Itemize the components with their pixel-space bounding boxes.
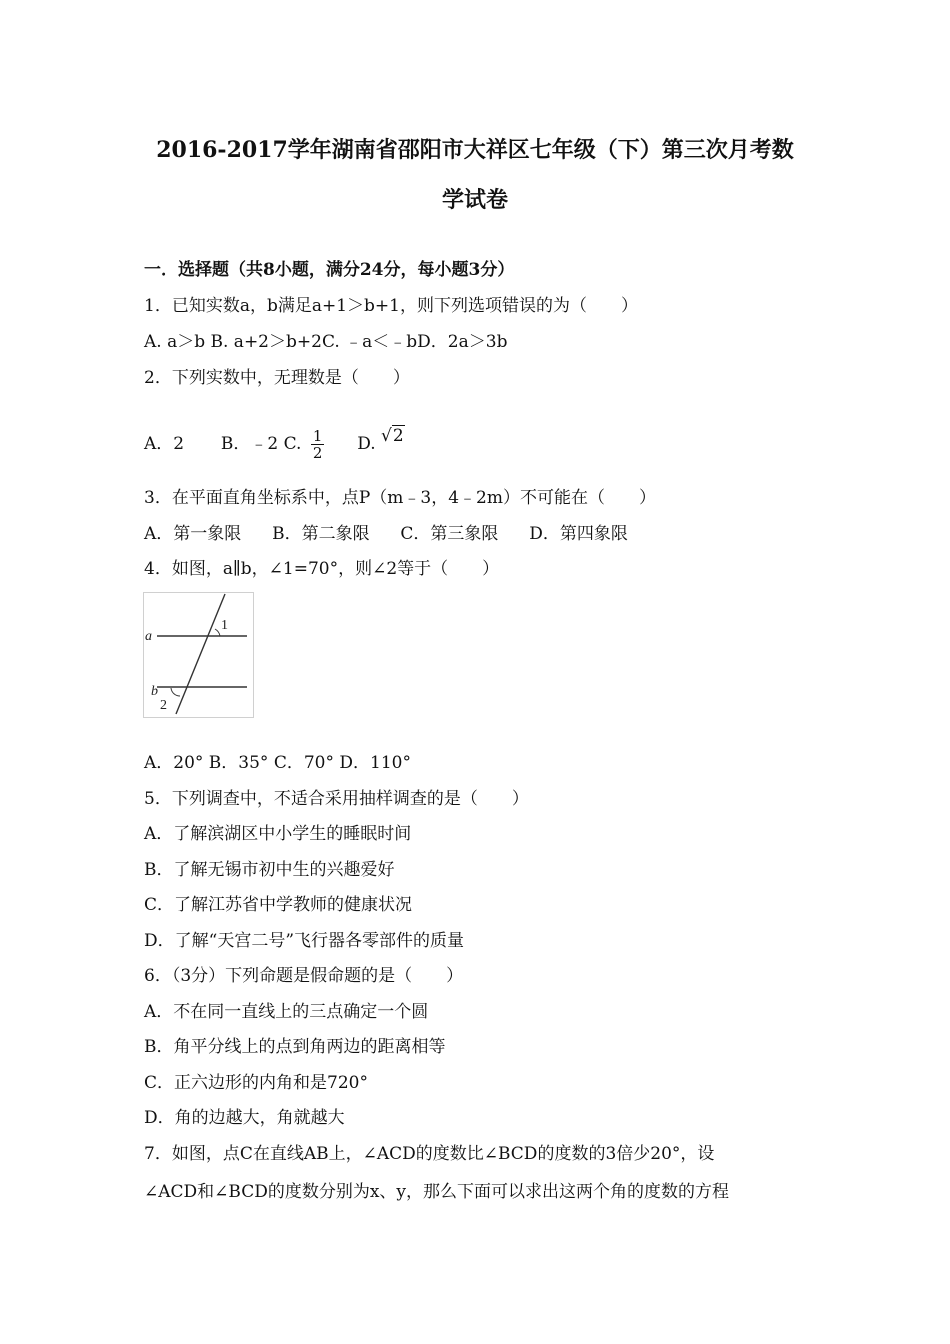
q2-stem: 2．下列实数中，无理数是（ ）	[144, 368, 410, 388]
exam-title-line2: 学试卷	[441, 187, 508, 213]
label-angle-1: 1	[221, 618, 228, 633]
q6-option-b: B．角平分线上的点到角两边的距离相等	[144, 1037, 446, 1057]
q3-option-a: A．第一象限	[144, 524, 242, 544]
parallel-lines-figure	[143, 592, 254, 718]
q6-option-c: C．正六边形的内角和是720°	[144, 1073, 368, 1093]
q4-stem: 4．如图，a∥b，∠1=70°，则∠2等于（ ）	[144, 559, 500, 579]
q6-stem: 6．（3分）下列命题是假命题的是（ ）	[144, 966, 464, 986]
exam-title-line1: 2016-2017学年湖南省邵阳市大祥区七年级（下）第三次月考数	[156, 137, 794, 163]
q5-option-b: B．了解无锡市初中生的兴趣爱好	[144, 860, 395, 880]
q7-stem-line1: 7．如图，点C在直线AB上，∠ACD的度数比∠BCD的度数的3倍少20°，设	[144, 1144, 715, 1164]
q2-option-bc: B．﹣2 C.	[220, 434, 302, 454]
q5-option-d: D．了解“天宫二号”飞行器各零部件的质量	[144, 931, 465, 951]
q2-option-d: D.	[357, 434, 376, 454]
fraction-denominator: 2	[312, 444, 323, 462]
sqrt-symbol: √	[381, 426, 392, 446]
sqrt-radicand: 2	[392, 426, 404, 446]
q1-stem: 1．已知实数a，b满足a+1＞b+1，则下列选项错误的为（ ）	[144, 296, 638, 316]
q3-option-d: D．第四象限	[529, 524, 628, 544]
q6-option-a: A．不在同一直线上的三点确定一个圆	[144, 1002, 429, 1022]
label-a: a	[145, 629, 152, 644]
q6-option-d: D．角的边越大，角就越大	[144, 1108, 345, 1128]
label-b: b	[151, 684, 158, 699]
q5-option-a: A．了解滨湖区中小学生的睡眠时间	[144, 824, 412, 844]
q3-stem: 3．在平面直角坐标系中，点P（m﹣3，4﹣2m）不可能在（ ）	[144, 488, 656, 508]
q7-stem-line2: ∠ACD和∠BCD的度数分别为x、y，那么下面可以求出这两个角的度数的方程	[144, 1182, 730, 1202]
q2-option-a: A．2	[144, 434, 185, 454]
q3-options	[144, 523, 628, 545]
label-angle-2: 2	[160, 698, 167, 713]
q1-options: A. a＞b B. a+2＞b+2C. ﹣a＜﹣bD．2a＞3b	[144, 332, 508, 352]
fraction-one-half	[311, 428, 325, 461]
sqrt-two	[381, 418, 405, 454]
q3-option-c: C．第三象限	[400, 524, 499, 544]
q5-option-c: C．了解江苏省中学教师的健康状况	[144, 895, 413, 915]
q3-option-b: B．第二象限	[272, 524, 370, 544]
q2-options	[144, 418, 405, 462]
q5-stem: 5．下列调查中，不适合采用抽样调查的是（ ）	[144, 789, 529, 809]
q4-options: A．20° B．35° C．70° D．110°	[144, 753, 411, 773]
fraction-numerator: 1	[312, 427, 323, 445]
section-heading: 一．选择题（共8小题，满分24分，每小题3分）	[144, 260, 515, 280]
